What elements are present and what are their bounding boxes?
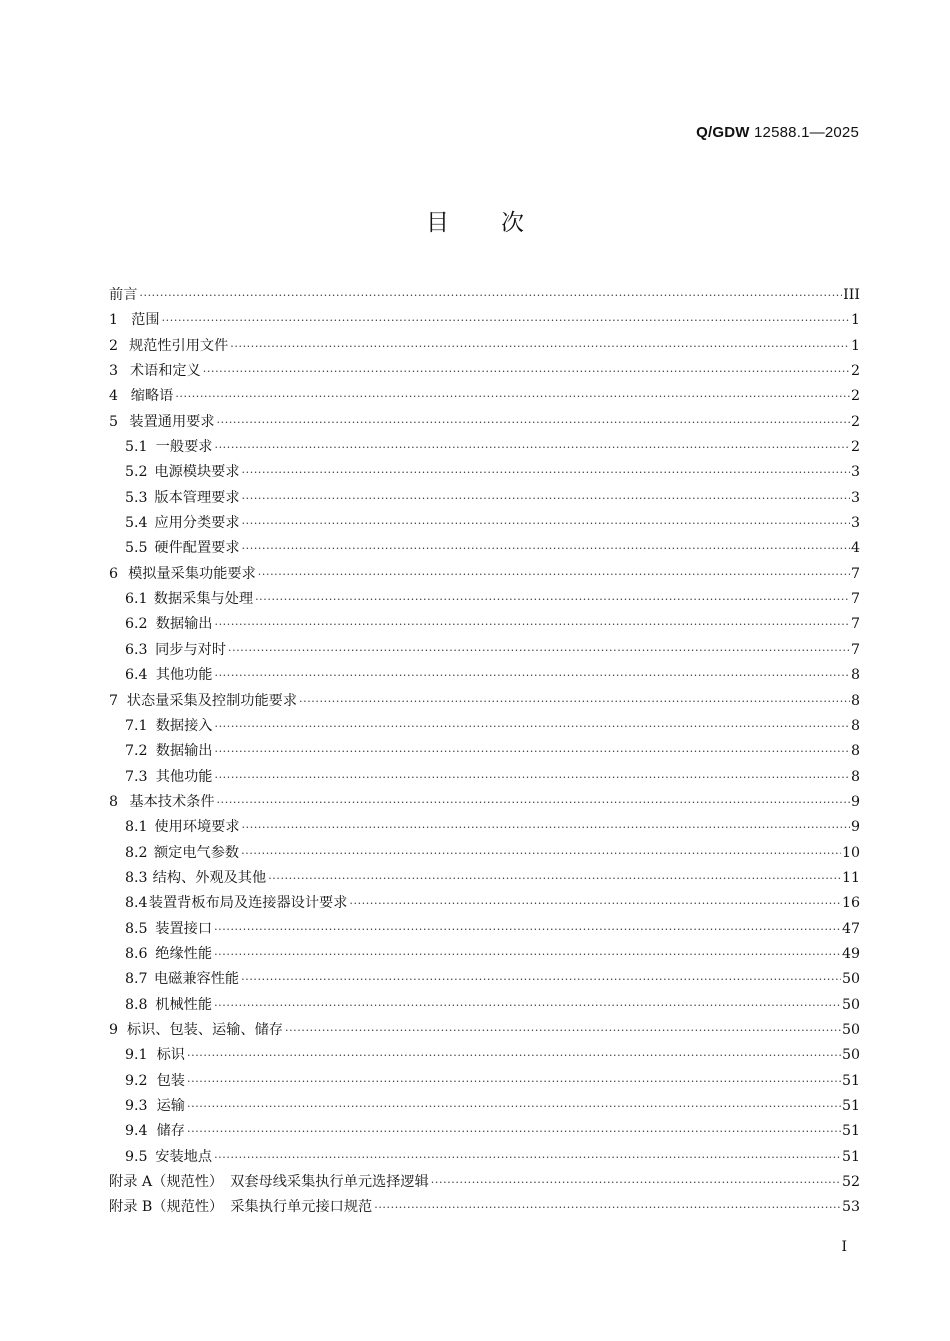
- toc-entry-title: 装置背板布局及连接器设计要求: [148, 895, 348, 912]
- toc-entry[interactable]: [109, 638, 860, 663]
- toc-entry[interactable]: [109, 1069, 860, 1094]
- toc-entry[interactable]: [109, 1195, 860, 1220]
- toc-entry-number: 6.2: [125, 616, 148, 633]
- toc-entry-title: 电磁兼容性能: [153, 971, 240, 988]
- toc-entry[interactable]: [109, 739, 860, 764]
- toc-entry[interactable]: [109, 562, 860, 587]
- toc-entry-title: 机械性能: [155, 996, 213, 1013]
- toc-entry-title: 使用环境要求: [154, 819, 240, 836]
- toc-entry-page: 49: [841, 945, 860, 962]
- toc-dot-leader: [214, 765, 850, 790]
- toc-dot-leader: [230, 334, 850, 359]
- toc-entry-page: 51: [841, 1072, 860, 1089]
- toc-entry-number: 3: [109, 363, 119, 380]
- toc-dot-leader: [214, 714, 850, 739]
- toc-entry[interactable]: [109, 308, 860, 333]
- toc-entry[interactable]: [109, 891, 860, 916]
- toc-dot-leader: [285, 1018, 841, 1043]
- toc-entry[interactable]: [109, 1145, 860, 1170]
- toc-entry-page: 8: [850, 667, 860, 684]
- toc-entry-page: 7: [850, 565, 860, 582]
- toc-entry[interactable]: [109, 359, 860, 384]
- toc-entry-number: 7.3: [125, 768, 148, 785]
- toc-entry-number: 5.2: [125, 464, 148, 481]
- toc-entry-page: 2: [850, 439, 860, 456]
- toc-entry[interactable]: [109, 410, 860, 435]
- toc-entry-page: 50: [841, 1047, 860, 1064]
- toc-dot-leader: [214, 663, 850, 688]
- toc-entry-title: 储存: [156, 1123, 185, 1140]
- toc-entry[interactable]: [109, 942, 860, 967]
- toc-entry[interactable]: [109, 384, 860, 409]
- toc-entry[interactable]: [109, 790, 860, 815]
- toc-dot-leader: [258, 562, 850, 587]
- toc-entry[interactable]: [109, 917, 860, 942]
- toc-entry-page: 47: [841, 920, 860, 937]
- toc-entry-number: 9: [109, 1021, 119, 1038]
- toc-entry-title: 附录 A（规范性） 双套母线采集执行单元选择逻辑: [109, 1174, 429, 1191]
- toc-dot-leader: [228, 638, 850, 663]
- toc-entry-page: 51: [841, 1098, 860, 1114]
- toc-entry-page: 8: [850, 768, 860, 785]
- document-code-number: 12588.1—2025: [749, 124, 859, 141]
- toc-dot-leader: [214, 917, 841, 942]
- toc-entry-number: 9.4: [125, 1123, 148, 1140]
- toc-dot-leader: [214, 993, 841, 1018]
- page-number: I: [841, 1239, 847, 1255]
- toc-entry-number: 8.6: [125, 945, 148, 962]
- toc-entry-page: 8: [850, 692, 860, 709]
- toc-entry[interactable]: [109, 536, 860, 561]
- toc-dot-leader: [214, 612, 850, 637]
- toc-entry-page: 8: [850, 717, 860, 734]
- toc-entry-title: 安装地点: [155, 1148, 213, 1165]
- toc-dot-leader: [175, 384, 850, 409]
- toc-entry-page: 9: [850, 793, 860, 810]
- toc-entry-title: 状态量采集及控制功能要求: [126, 692, 298, 709]
- toc-entry[interactable]: [109, 435, 860, 460]
- toc-entry-title: 基本技术条件: [129, 793, 215, 810]
- toc-entry[interactable]: [109, 993, 860, 1018]
- toc-entry[interactable]: [109, 663, 860, 688]
- toc-entry-page: 3: [850, 515, 860, 532]
- toc-entry-title: 应用分类要求: [154, 515, 240, 532]
- toc-entry-number: 5.3: [125, 489, 148, 506]
- toc-entry-number: 8.2: [125, 844, 148, 861]
- toc-entry-page: 2: [850, 388, 860, 405]
- toc-entry-number: 7.1: [125, 717, 148, 734]
- toc-entry-page: 3: [850, 464, 860, 481]
- toc-entry-number: 8.3: [125, 869, 148, 886]
- toc-entry[interactable]: [109, 1043, 860, 1068]
- toc-entry-title: 数据采集与处理: [153, 591, 254, 608]
- toc-entry-title: 模拟量采集功能要求: [128, 565, 256, 582]
- toc-entry[interactable]: [109, 689, 860, 714]
- toc-entry-number: 8.4: [125, 895, 148, 912]
- toc-dot-leader: [431, 1170, 841, 1195]
- toc-entry[interactable]: [109, 967, 860, 992]
- toc-entry-number: 8.5: [125, 920, 148, 937]
- toc-entry-title: 缩略语: [130, 388, 174, 405]
- toc-entry-number: 7.2: [125, 743, 148, 760]
- toc-entry-title: 其他功能: [155, 768, 213, 785]
- toc-entry-title: 额定电气参数: [153, 844, 240, 861]
- toc-dot-leader: [242, 815, 850, 840]
- toc-entry-title: 标识: [156, 1047, 185, 1064]
- toc-entry-title: 同步与对时: [155, 641, 227, 658]
- toc-entry-number: 8.1: [125, 819, 148, 836]
- toc-entry[interactable]: [109, 765, 860, 790]
- toc-dot-leader: [299, 689, 850, 714]
- toc-entry-title: 前言: [109, 287, 138, 303]
- toc-entry-number: 2: [109, 337, 119, 354]
- toc-dot-leader: [241, 967, 841, 992]
- toc-entry-number: 6.3: [125, 641, 148, 658]
- toc-entry-title: 电源模块要求: [154, 464, 240, 481]
- toc-dot-leader: [187, 1119, 841, 1144]
- toc-entry-title: 版本管理要求: [154, 489, 240, 506]
- toc-entry-title: 数据输出: [155, 743, 213, 760]
- toc-entry-title: 术语和定义: [129, 363, 201, 380]
- toc-entry-number: 9.5: [125, 1148, 148, 1165]
- toc-entry-title: 结构、外观及其他: [152, 869, 267, 886]
- toc-entry-page: 7: [850, 641, 860, 658]
- toc-entry-number: 4: [109, 388, 119, 405]
- toc-entry-number: 8.7: [125, 971, 148, 988]
- toc-dot-leader: [255, 587, 850, 612]
- toc-entry-page: 53: [841, 1199, 860, 1216]
- toc-title: 目次: [426, 210, 576, 236]
- toc-entry-title: 标识、包装、运输、储存: [126, 1021, 283, 1038]
- toc-dot-leader: [187, 1043, 841, 1068]
- document-code: [696, 124, 859, 141]
- toc-entry-title: 装置通用要求: [129, 413, 215, 430]
- toc-entry[interactable]: [109, 1170, 860, 1195]
- toc-entry[interactable]: [109, 841, 860, 866]
- toc-entry-title: 附录 B（规范性） 采集执行单元接口规范: [109, 1199, 373, 1216]
- toc-entry-title: 硬件配置要求: [154, 540, 240, 557]
- toc-entry-page: 50: [841, 996, 860, 1013]
- toc-entry[interactable]: [109, 283, 860, 308]
- toc-dot-leader: [268, 866, 841, 891]
- toc-entry-number: 5.5: [125, 540, 148, 557]
- toc-entry-number: 6: [109, 565, 119, 582]
- toc-entry-number: 6.1: [125, 591, 148, 608]
- toc-dot-leader: [242, 536, 850, 561]
- toc-dot-leader: [217, 410, 850, 435]
- toc-entry-number: 5.1: [125, 439, 148, 456]
- toc-entry[interactable]: [109, 714, 860, 739]
- toc-entry-number: 9.2: [125, 1072, 148, 1089]
- toc-entry-title: 一般要求: [155, 439, 213, 456]
- toc-dot-leader: [374, 1195, 841, 1220]
- toc-entry[interactable]: [109, 1119, 860, 1144]
- toc-entry-page: 7: [850, 591, 860, 608]
- toc-entry-title: 数据输出: [155, 616, 213, 633]
- toc-entry-number: 9.1: [125, 1047, 148, 1064]
- toc-entry[interactable]: [109, 815, 860, 840]
- toc-entry[interactable]: [109, 587, 860, 612]
- toc-dot-leader: [187, 1094, 841, 1119]
- toc-entry-page: 16: [841, 895, 860, 912]
- toc-dot-leader: [214, 942, 841, 967]
- toc-dot-leader: [162, 308, 850, 333]
- toc-dot-leader: [217, 790, 850, 815]
- toc-dot-leader: [349, 891, 841, 916]
- toc-entry-page: 2: [850, 413, 860, 430]
- toc-dot-leader: [241, 841, 841, 866]
- table-of-contents: [109, 283, 860, 1221]
- toc-dot-leader: [214, 435, 850, 460]
- toc-dot-leader: [187, 1069, 841, 1094]
- toc-entry-page: 51: [841, 1148, 860, 1165]
- toc-entry-page: 10: [841, 844, 860, 861]
- toc-entry-title: 装置接口: [155, 920, 213, 937]
- toc-entry-page: 8: [850, 743, 860, 760]
- document-code-prefix: Q/GDW: [696, 124, 750, 141]
- toc-entry-page: 51: [841, 1123, 860, 1140]
- toc-entry-page: 1: [850, 312, 860, 329]
- toc-entry-title: 范围: [131, 312, 160, 329]
- toc-entry-page: 3: [850, 489, 860, 506]
- toc-dot-leader: [242, 486, 850, 511]
- toc-entry-page: 50: [841, 1021, 860, 1038]
- toc-entry-number: 6.4: [125, 667, 148, 684]
- toc-dot-leader: [214, 1145, 841, 1170]
- toc-entry-page: 7: [850, 616, 860, 633]
- toc-entry-page: 50: [841, 971, 860, 988]
- toc-entry-page: 9: [850, 819, 860, 836]
- toc-entry[interactable]: [109, 486, 860, 511]
- toc-entry[interactable]: [109, 460, 860, 485]
- toc-entry-number: 8.8: [125, 996, 148, 1013]
- toc-entry-page: 52: [841, 1174, 860, 1191]
- toc-entry[interactable]: [109, 1018, 860, 1043]
- toc-dot-leader: [139, 283, 842, 308]
- toc-dot-leader: [242, 460, 850, 485]
- toc-entry-number: 1: [109, 312, 119, 329]
- toc-entry-title: 数据接入: [155, 717, 213, 734]
- toc-entry-page: 11: [841, 869, 860, 886]
- toc-dot-leader: [242, 511, 850, 536]
- toc-entry-number: 5.4: [125, 515, 148, 532]
- toc-entry[interactable]: [109, 1094, 860, 1119]
- toc-dot-leader: [214, 739, 850, 764]
- toc-entry-page: 4: [850, 540, 860, 557]
- toc-entry[interactable]: [109, 866, 860, 891]
- toc-entry-title: 其他功能: [155, 667, 213, 684]
- toc-entry-title: 绝缘性能: [155, 945, 213, 962]
- toc-entry-title: 规范性引用文件: [128, 337, 229, 354]
- toc-entry-number: 8: [109, 793, 119, 810]
- toc-entry-page: III: [843, 287, 860, 303]
- toc-entry[interactable]: [109, 612, 860, 637]
- toc-entry-number: 9.3: [125, 1098, 148, 1114]
- toc-dot-leader: [203, 359, 850, 384]
- toc-entry[interactable]: [109, 334, 860, 359]
- toc-entry-number: 5: [109, 413, 119, 430]
- toc-entry[interactable]: [109, 511, 860, 536]
- toc-entry-page: 2: [850, 363, 860, 380]
- toc-entry-number: 7: [109, 692, 119, 709]
- toc-entry-page: 1: [850, 337, 860, 354]
- toc-entry-title: 包装: [156, 1072, 185, 1089]
- toc-entry-title: 运输: [156, 1098, 185, 1114]
